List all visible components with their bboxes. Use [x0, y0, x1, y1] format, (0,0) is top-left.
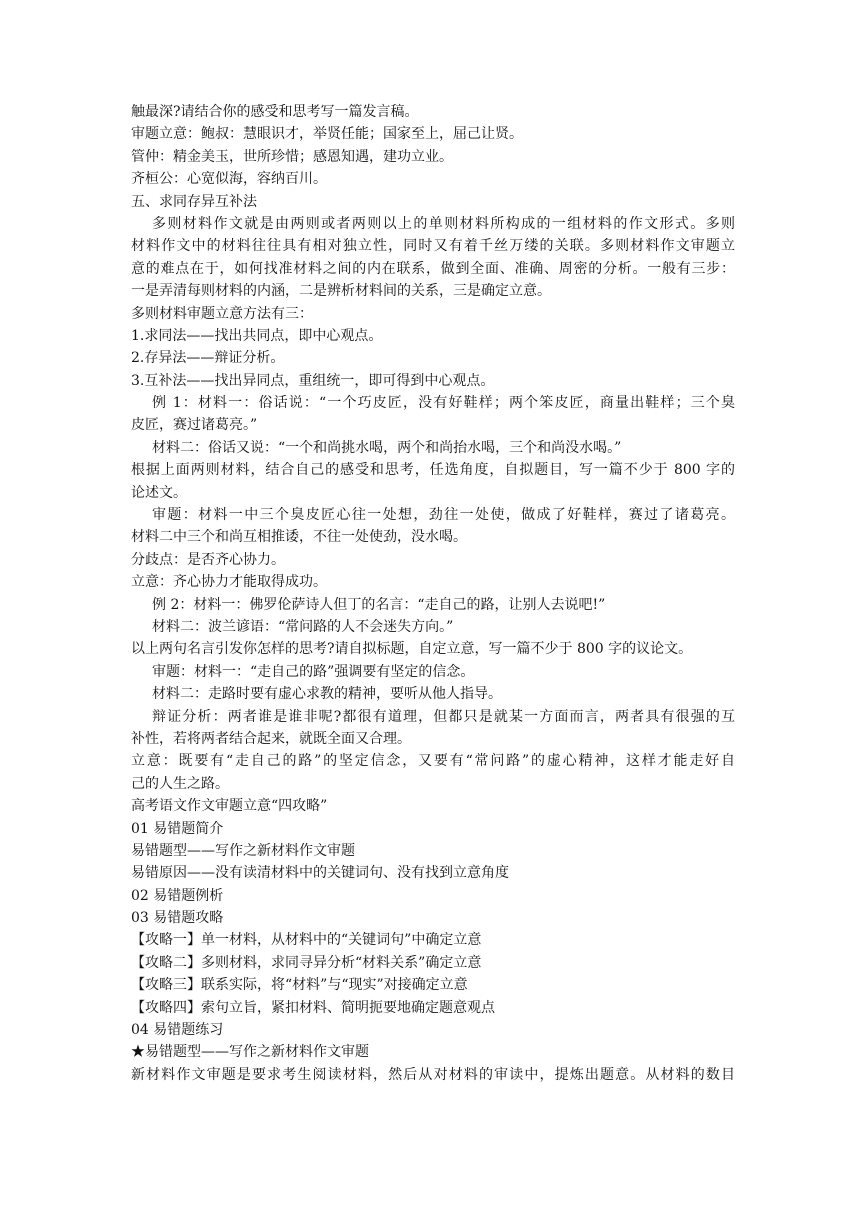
list-item-3: 3.互补法——找出异同点，重组统一，即可得到中心观点。: [131, 372, 495, 389]
paragraph-line-7: 材料作文中的材料往往具有相对独立性，同时又有着千丝万缕的关联。多则材料作文审题立: [131, 238, 735, 255]
strategy-2: 【攻略二】多则材料，求同寻异分析“材料关系”确定立意: [131, 954, 482, 971]
error-type-line: 易错题型——写作之新材料作文审题: [131, 842, 355, 859]
example-1-prompt-line-1: 根据上面两则材料，结合自己的感受和思考，任选角度，自拟题目，写一篇不少于 800 字的: [131, 462, 735, 479]
example-2-analysis-2: 材料二：走路时要有虚心求教的精神，要听从他人指导。: [152, 686, 502, 703]
section-title-four-strategies: 高考语文作文审题立意“四攻略”: [131, 798, 328, 815]
subheading-03: 03 易错题攻略: [131, 910, 224, 927]
example-1-line-1: 例 1：材料一：俗话说：“一个巧皮匠，没有好鞋样；两个笨皮匠，商量出鞋样；三个臭: [152, 395, 735, 412]
paragraph-line-8: 意的难点在于，如何找准材料之间的内在联系，做到全面、准确、周密的分析。一般有三步：: [131, 260, 735, 277]
section-heading-5: 五、求同存异互补法: [131, 193, 257, 210]
example-2-material-2: 材料二：波兰谚语：“常问路的人不会迷失方向。”: [152, 618, 454, 635]
list-item-2: 2.存异法——辩证分析。: [131, 350, 285, 367]
text-line-4: 齐桓公：心宽似海，容纳百川。: [131, 171, 327, 188]
list-item-1: 1.求同法——找出共同点，即中心观点。: [131, 327, 383, 344]
example-2-thesis-line-2: 己的人生之路。: [131, 775, 229, 792]
example-1-analysis-line-2: 材料二中三个和尚互相推诿，不往一处使劲，没水喝。: [131, 529, 467, 546]
example-2-prompt: 以上两句名言引发你怎样的思考?请自拟标题，自定立意，写一篇不少于 800 字的议论文。: [131, 641, 693, 658]
subheading-04: 04 易错题练习: [131, 1022, 224, 1039]
example-2-analysis-1: 审题：材料一：“走自己的路”强调要有坚定的信念。: [152, 663, 475, 680]
example-1-thesis: 立意：齐心协力才能取得成功。: [131, 574, 327, 591]
text-line-3: 管仲：精金美玉，世所珍惜；感恩知遇，建功立业。: [131, 148, 453, 165]
strategy-4: 【攻略四】索句立旨，紧扣材料、简明扼要地确定题意观点: [131, 999, 495, 1016]
example-1-divergence: 分歧点：是否齐心协力。: [131, 551, 285, 568]
example-2-dialectic-line-1: 辩证分析：两者谁是谁非呢?都很有道理，但都只是就某一方面而言，两者具有很强的互: [152, 708, 735, 725]
strategy-1: 【攻略一】单一材料，从材料中的“关键词句”中确定立意: [131, 932, 482, 949]
text-line-2: 审题立意：鲍叔：慧眼识才，举贤任能；国家至上，屈己让贤。: [131, 126, 523, 143]
strategy-3: 【攻略三】联系实际，将“材料”与“现实”对接确定立意: [131, 977, 468, 994]
example-2-material-1: 例 2：材料一：佛罗伦萨诗人但丁的名言：“走自己的路，让别人去说吧!”: [152, 596, 606, 613]
example-1-line-2: 皮匠，赛过诸葛亮。”: [131, 417, 258, 434]
subheading-02: 02 易错题例析: [131, 887, 224, 904]
document-page: [131, 101, 735, 1086]
example-2-thesis-line-1: 立意：既要有“走自己的路”的坚定信念，又要有“常问路”的虚心精神，这样才能走好自: [131, 753, 735, 770]
paragraph-line-6: 多则材料作文就是由两则或者两则以上的单则材料所构成的一组材料的作文形式。多则: [152, 215, 735, 232]
example-2-dialectic-line-2: 补性，若将两者结合起来，就既全面又合理。: [131, 730, 411, 747]
subheading-01: 01 易错题简介: [131, 820, 224, 837]
example-1-prompt-line-2: 论述文。: [131, 484, 187, 501]
example-1-material-2: 材料二：俗话又说：“一个和尚挑水喝，两个和尚抬水喝，三个和尚没水喝。”: [152, 439, 622, 456]
text-line-1: 触最深?请结合你的感受和思考写一篇发言稿。: [131, 104, 419, 120]
text-line-10: 多则材料审题立意方法有三：: [131, 305, 313, 322]
starred-heading: ★易错题型——写作之新材料作文审题: [131, 1044, 369, 1061]
error-reason-line: 易错原因——没有读清材料中的关键词句、没有找到立意角度: [131, 865, 509, 882]
closing-paragraph-line: 新材料作文审题是要求考生阅读材料，然后从对材料的审读中，提炼出题意。从材料的数目: [131, 1066, 735, 1083]
paragraph-line-9: 一是弄清每则材料的内涵，二是辨析材料间的关系，三是确定立意。: [131, 283, 551, 300]
example-1-analysis-line-1: 审题：材料一中三个臭皮匠心往一处想，劲往一处使，做成了好鞋样，赛过了诸葛亮。: [152, 507, 735, 524]
